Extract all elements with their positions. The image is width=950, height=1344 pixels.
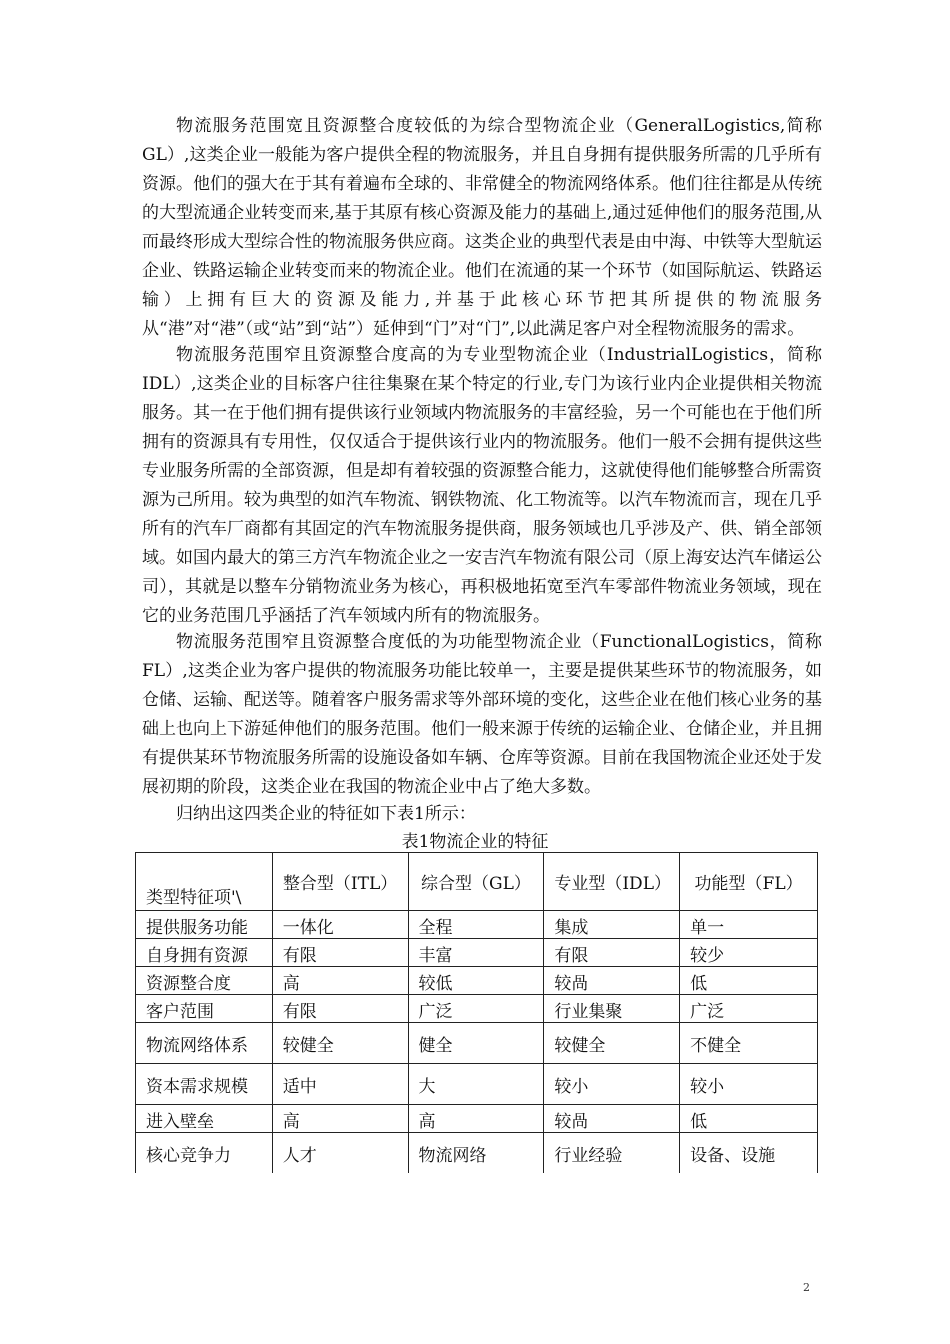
table-cell: 有限 [272, 995, 408, 1023]
table-cell: 大 [408, 1064, 544, 1105]
table-cell: 高 [272, 1105, 408, 1133]
table-cell: 行业经验 [544, 1133, 680, 1174]
paragraph-functional-logistics: 物流服务范围窄且资源整合度低的为功能型物流企业（FunctionalLogistics，简称FL）,这类企业为客户提供的物流服务功能比较单一，主要是提供某些环节的物流服务，如仓储、运输、配送等。随着客户服务需求等外部环境的变化，这些企业在他们核心业务的基础上也向上下游延伸他们的服务范围。他们一般来源于传统的运输企业、仓储企业，并且拥有提供某环节物流服务所需的设施设备如车辆、仓库等资源。目前在我国物流企业还处于发展初期的阶段，这类企业在我国的物流企业中占了绝大多数。 [142, 632, 822, 797]
row-label: 自身拥有资源 [136, 939, 273, 967]
header-gl: 综合型（GL） [408, 853, 544, 911]
table-cell: 有限 [272, 939, 408, 967]
table-row [136, 1023, 818, 1064]
table-cell: 单一 [680, 911, 818, 939]
table-cell: 全程 [408, 911, 544, 939]
table-cell: 较小 [680, 1064, 818, 1105]
table-cell: 不健全 [680, 1023, 818, 1064]
table-cell: 高 [272, 967, 408, 995]
table-row [136, 967, 818, 995]
table-caption: 表1物流企业的特征 [401, 832, 549, 852]
row-label: 提供服务功能 [136, 911, 273, 939]
table-cell: 较小 [544, 1064, 680, 1105]
header-idl: 专业型（IDL） [544, 853, 680, 911]
table-cell: 人才 [272, 1133, 408, 1174]
table-cell: 行业集聚 [544, 995, 680, 1023]
table-row [136, 1105, 818, 1133]
table-cell: 较健全 [272, 1023, 408, 1064]
table-row [136, 1133, 818, 1174]
table-cell: 健全 [408, 1023, 544, 1064]
table-cell: 集成 [544, 911, 680, 939]
table-cell: 设备、设施 [680, 1133, 818, 1174]
table-corner-cell: 类型特征项'\ [136, 853, 273, 911]
table-row [136, 995, 818, 1023]
row-label: 客户范围 [136, 995, 273, 1023]
table-row [136, 911, 818, 939]
table-cell: 有限 [544, 939, 680, 967]
table-cell: 较低 [408, 967, 544, 995]
table-cell: 一体化 [272, 911, 408, 939]
row-label: 物流网络体系 [136, 1023, 273, 1064]
table-cell: 低 [680, 967, 818, 995]
table-row [136, 939, 818, 967]
table-cell: 较健全 [544, 1023, 680, 1064]
table-cell: 丰富 [408, 939, 544, 967]
row-label: 资本需求规模 [136, 1064, 273, 1105]
table-cell: 高 [408, 1105, 544, 1133]
page-number: 2 [803, 1281, 810, 1294]
paragraph-summary-intro: 归纳出这四类企业的特征如下表1所示： [176, 804, 476, 824]
paragraph-general-logistics: 物流服务范围宽且资源整合度较低的为综合型物流企业（GeneralLogistics,简称GL）,这类企业一般能为客户提供全程的物流服务，并且自身拥有提供服务所需的几乎所有资源。他们的强大在于其有着遍布全球的、非常健全的物流网络体系。他们往往都是从传统的大型流通企业转变而来,基于其原有核心资源及能力的基础上,通过延伸他们的服务范围,从而最终形成大型综合性的物流服务供应商。这类企业的典型代表是由中海、中铁等大型航运企业、铁路运输企业转变而来的物流企业。他们在流通的某一个环节（如国际航运、铁路运输）上拥有巨大的资源及能力,并基于此核心环节把其所提供的物流服务从“港”对“港”（或“站”到“站”）延伸到“门”对“门”,以此满足客户对全程物流服务的需求。 [142, 116, 822, 339]
header-fl: 功能型（FL） [680, 853, 818, 911]
features-table [135, 852, 818, 1173]
table-header-row [136, 853, 818, 911]
table-cell: 低 [680, 1105, 818, 1133]
table-cell: 较咼 [544, 1105, 680, 1133]
table-cell: 较少 [680, 939, 818, 967]
table-cell: 适中 [272, 1064, 408, 1105]
table-row [136, 1064, 818, 1105]
table-cell: 物流网络 [408, 1133, 544, 1174]
row-label: 资源整合度 [136, 967, 273, 995]
table-cell: 广泛 [408, 995, 544, 1023]
header-itl: 整合型（ITL） [272, 853, 408, 911]
table-cell: 广泛 [680, 995, 818, 1023]
row-label: 进入壁垒 [136, 1105, 273, 1133]
paragraph-industrial-logistics: 物流服务范围窄且资源整合度高的为专业型物流企业（IndustrialLogistics，简称IDL）,这类企业的目标客户往往集聚在某个特定的行业,专门为该行业内企业提供相关物流服务。其一在于他们拥有提供该行业领域内物流服务的丰富经验，另一个可能也在于他们所拥有的资源具有专用性，仅仅适合于提供该行业内的物流服务。他们一般不会拥有提供这些专业服务所需的全部资源，但是却有着较强的资源整合能力，这就使得他们能够整合所需资源为己所用。较为典型的如汽车物流、钢铁物流、化工物流等。以汽车物流而言，现在几乎所有的汽车厂商都有其固定的汽车物流服务提供商，服务领域也几乎涉及产、供、销全部领域。如国内最大的第三方汽车物流企业之一安吉汽车物流有限公司（原上海安达汽车储运公司），其就是以整车分销物流业务为核心，再积极地拓宽至汽车零部件物流业务领域，现在它的业务范围几乎涵括了汽车领域内所有的物流服务。 [142, 345, 822, 626]
row-label: 核心竞争力 [136, 1133, 273, 1174]
table-cell: 较咼 [544, 967, 680, 995]
